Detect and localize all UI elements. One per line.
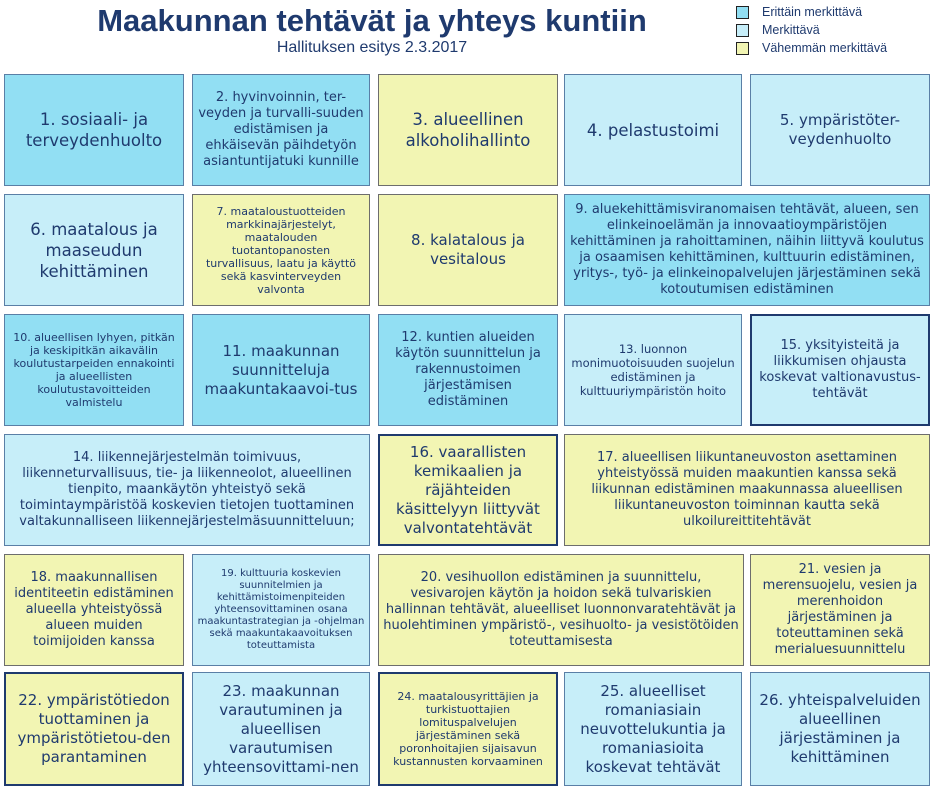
- legend-label: Vähemmän merkittävä: [762, 41, 888, 55]
- task-box-22: [4, 672, 184, 786]
- task-label: 15. yksityisteitä ja liikkumisen ohjausta koskevat valtionavustus-tehtävät: [759, 338, 921, 401]
- legend-label: Merkittävä: [762, 23, 820, 37]
- task-box-9: [564, 194, 930, 306]
- task-box-3: [378, 74, 558, 186]
- task-label: 20. vesihuollon edistäminen ja suunnittelu, vesivarojen käytön ja hoidon sekä tulvariskien hallinnan tehtävät, alueelliset luonnonvaratehtävät ja huolehtiminen ympäristö-, vesihuolto- ja vesistötöiden toteuttamisesta: [383, 570, 739, 649]
- task-label: 8. kalatalous ja vesitalous: [411, 231, 525, 268]
- task-label: 21. vesien ja merensuojelu, vesien ja merenhoidon järjestäminen ja toteuttaminen sekä merialuesuunnittelu: [762, 562, 918, 657]
- task-label: 17. alueellisen liikuntaneuvoston asettaminen yhteistyössä muiden maakuntien kanssa sekä liikunnan edistäminen maakunnassa alueellisen liikuntaneuvoston toiminnan kautta sekä ulkoilureittitehtävät: [591, 450, 903, 529]
- task-box-13: [564, 314, 742, 426]
- task-box-10: [4, 314, 184, 426]
- task-box-24: [378, 672, 558, 786]
- task-box-25: [564, 672, 742, 786]
- task-box-26: [750, 672, 930, 786]
- legend-swatch-significant: [736, 24, 749, 37]
- task-box-6: [4, 194, 184, 306]
- task-label: 10. alueellisen lyhyen, pitkän ja keskipitkän aikavälin koulutustarpeiden ennakointi ja alueellisten koulutustavoitteiden valmistelu: [13, 331, 175, 409]
- task-label: 24. maatalousyrittäjien ja turkistuottajien lomituspalvelujen järjestäminen sekä poronhoitajien sijaisavun kustannusten korvaaminen: [393, 690, 543, 768]
- task-box-5: [750, 74, 930, 186]
- task-label: 11. maakunnan suunnitteluja maakuntakaavoi-tus: [204, 341, 358, 398]
- task-label: 6. maatalous ja maaseudun kehittäminen: [30, 219, 158, 281]
- task-box-1: [4, 74, 184, 186]
- task-box-8: [378, 194, 558, 306]
- task-box-23: [192, 672, 370, 786]
- task-box-2: [192, 74, 370, 186]
- legend-swatch-less-significant: [736, 42, 749, 55]
- task-label: 19. kulttuuria koskevien suunnitelmien ja kehittämistoimenpiteiden yhteensovittaminen osana maakuntastrategian ja -ohjelman sekä maakuntakaavoituksen toteuttamista: [197, 568, 365, 651]
- page-title: Maakunnan tehtävät ja yhteys kuntiin: [97, 3, 647, 38]
- task-label: 22. ympäristötiedon tuottaminen ja ympäristötietou-den parantaminen: [17, 691, 171, 766]
- task-box-18: [4, 554, 184, 666]
- task-box-16: [378, 434, 558, 546]
- task-label: 23. maakunnan varautuminen ja alueellisen varautumisen yhteensovittami-nen: [203, 681, 359, 776]
- task-label: 4. pelastustoimi: [586, 120, 720, 140]
- task-box-21: [750, 554, 930, 666]
- task-box-12: [378, 314, 558, 426]
- task-label: 5. ympäristöter-veydenhuolto: [779, 111, 901, 148]
- task-label: 16. vaarallisten kemikaalien ja räjähteiden käsittelyyn liittyvät valvontatehtävät: [396, 442, 540, 537]
- task-box-19: [192, 554, 370, 666]
- task-label: 1. sosiaali- ja terveydenhuolto: [25, 110, 163, 150]
- task-label: 12. kuntien alueiden käytön suunnittelun ja rakennustoimen järjestämisen edistäminen: [395, 330, 541, 409]
- page-subtitle: Hallituksen esitys 2.3.2017: [276, 39, 468, 56]
- task-box-20: [378, 554, 744, 666]
- task-label: 26. yhteispalveluiden alueellinen järjestäminen ja kehittäminen: [759, 691, 921, 766]
- task-label: 25. alueelliset romaniasiain neuvottelukuntia ja romaniasioita koskevat tehtävät: [580, 681, 726, 776]
- task-label: 2. hyvinvoinnin, ter-veyden ja turvalli-suuden edistämisen ja ehkäisevän päihdetyön asiantuntijatuki kunnille: [198, 90, 364, 169]
- task-box-14: [4, 434, 370, 546]
- task-box-15: [750, 314, 930, 426]
- task-box-11: [192, 314, 370, 426]
- task-box-4: [564, 74, 742, 186]
- task-box-17: [564, 434, 930, 546]
- task-box-7: [192, 194, 370, 306]
- legend-swatch-very-significant: [736, 6, 749, 19]
- task-label: 3. alueellinen alkoholihallinto: [405, 110, 531, 150]
- task-label: 7. maataloustuotteiden markkinajärjestelyt, maatalouden tuotantopanosten turvallisuus, laatu ja käyttö sekä kasvinterveyden valvonta: [205, 204, 357, 296]
- task-label: 9. aluekehittämisviranomaisen tehtävät, alueen, sen elinkeinoelämän ja innovaatioympäristöjen kehittäminen ja rahoittaminen, näihin liittyvä koulutus ja osaamisen kehittäminen, kulttuurin edistäminen, yritys-, työ- ja elinkeinopalvelujen järjestäminen sekä kotoutumisen edistäminen: [570, 202, 924, 297]
- task-label: 13. luonnon monimuotoisuuden suojelun edistäminen ja kulttuuriympäristön hoito: [571, 342, 735, 398]
- task-label: 14. liikennejärjestelmän toimivuus, liikenneturvallisuus, tie- ja liikenneolot, alueellinen tienpito, maankäytön yhteistyö sekä toimintaympäristöä koskevien tietojen tuottaminen valtakunnalliseen liikennejärjestelmäsuunnitteluun;: [19, 450, 355, 529]
- task-label: 18. maakunnallisen identiteetin edistäminen alueella yhteistyössä alueen muiden toimijoiden kanssa: [14, 570, 174, 649]
- legend-label: Erittäin merkittävä: [762, 5, 863, 19]
